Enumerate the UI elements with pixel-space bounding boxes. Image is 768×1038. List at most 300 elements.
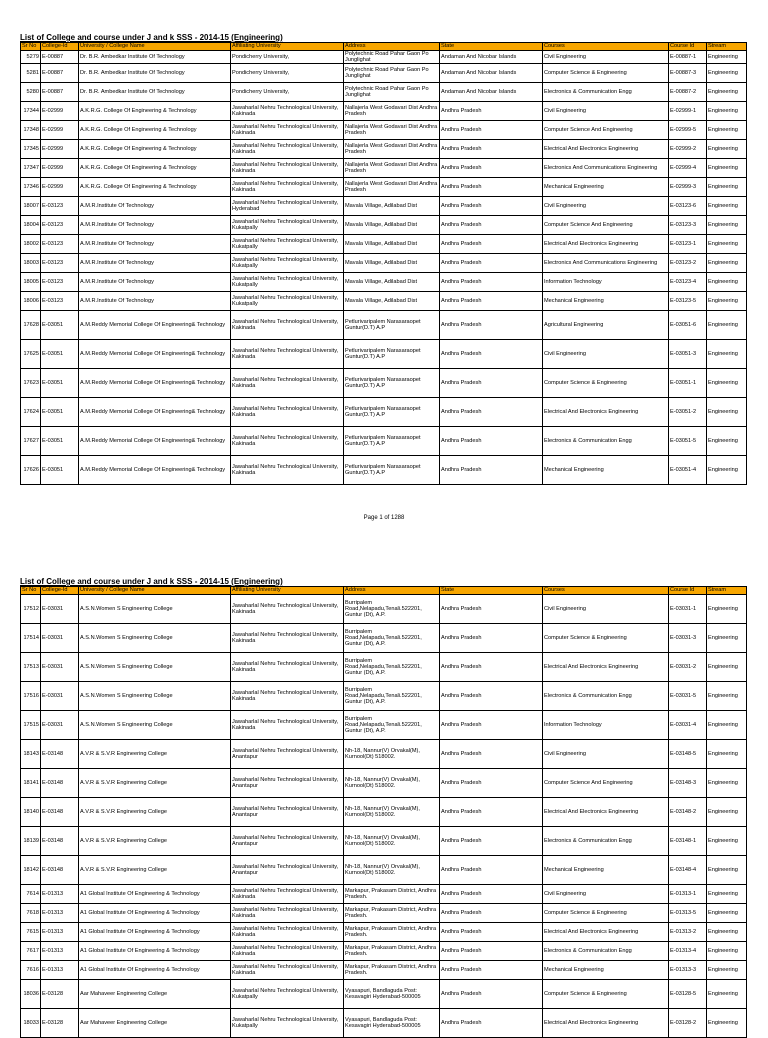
cell-state: Andhra Pradesh	[440, 942, 543, 961]
table-row	[21, 140, 747, 159]
cell-affiliating-university: Jawaharlal Nehru Technological University, Kakinada	[231, 682, 344, 711]
cell-course-id: E-00887-3	[669, 64, 707, 83]
cell-sr-no: 17625	[21, 340, 41, 369]
cell-state: Andhra Pradesh	[440, 595, 543, 624]
cell-course-id: E-02999-2	[669, 140, 707, 159]
cell-college-id: E-03031	[41, 595, 79, 624]
cell-course: Electrical And Electronics Engineering	[543, 653, 669, 682]
table-row	[21, 923, 747, 942]
page-footer: Page 1 of 1288	[363, 515, 405, 521]
cell-state: Andhra Pradesh	[440, 102, 543, 121]
cell-stream: Engineering	[707, 140, 747, 159]
cell-affiliating-university: Jawaharlal Nehru Technological University, Kakinada	[231, 121, 344, 140]
cell-sr-no: 5281	[21, 64, 41, 83]
cell-course-id: E-03051-2	[669, 398, 707, 427]
cell-course: Information Technology	[543, 711, 669, 740]
cell-affiliating-university: Jawaharlal Nehru Technological University, Kukatpally	[231, 980, 344, 1009]
cell-stream: Engineering	[707, 904, 747, 923]
cell-affiliating-university: Jawaharlal Nehru Technological University, Kukatpally	[231, 1009, 344, 1038]
cell-sr-no: 7618	[21, 904, 41, 923]
cell-sr-no: 7614	[21, 885, 41, 904]
cell-course-id: E-03051-1	[669, 369, 707, 398]
cell-stream: Engineering	[707, 64, 747, 83]
cell-course-id: E-03031-2	[669, 653, 707, 682]
cell-course: Electrical And Electronics Engineering	[543, 140, 669, 159]
cell-state: Andhra Pradesh	[440, 340, 543, 369]
cell-sr-no: 17512	[21, 595, 41, 624]
cell-address: Burripalem Road,Nelapadu,Tenali.522201, Guntur (Dt), A.P.	[344, 624, 440, 653]
cell-course: Electrical And Electronics Engineering	[543, 235, 669, 254]
cell-college-name: A.M.Reddy Memorial College Of Engineering& Technology	[79, 311, 231, 340]
table-row	[21, 798, 747, 827]
cell-college-id: E-03031	[41, 711, 79, 740]
cell-course-id: E-02999-3	[669, 178, 707, 197]
cell-course: Civil Engineering	[543, 595, 669, 624]
cell-stream: Engineering	[707, 292, 747, 311]
cell-address: Burripalem Road,Nelapadu,Tenali.522201, Guntur (Dt), A.P.	[344, 653, 440, 682]
table-row	[21, 904, 747, 923]
cell-course-id: E-01313-5	[669, 904, 707, 923]
college-table	[20, 42, 747, 485]
cell-stream: Engineering	[707, 51, 747, 64]
cell-college-id: E-03031	[41, 653, 79, 682]
table-row	[21, 427, 747, 456]
cell-sr-no: 18139	[21, 827, 41, 856]
cell-sr-no: 18004	[21, 216, 41, 235]
cell-course: Electrical And Electronics Engineering	[543, 923, 669, 942]
header-college-id: College-Id	[41, 43, 79, 51]
cell-college-name: A.M.R.Institute Of Technology	[79, 197, 231, 216]
header-row	[21, 587, 747, 595]
cell-sr-no: 18036	[21, 980, 41, 1009]
header-stream: Stream	[707, 43, 747, 51]
cell-sr-no: 17628	[21, 311, 41, 340]
cell-address: Markapur, Prakasam District, Andhra Pradesh.	[344, 923, 440, 942]
table-row	[21, 682, 747, 711]
cell-address: Polytechnic Road Pahar Gaon Po Junglighat	[344, 51, 440, 64]
cell-address: Petlurivaripalem Narasaraopet Guntur(D.T) A.P	[344, 398, 440, 427]
cell-college-id: E-03123	[41, 254, 79, 273]
cell-college-id: E-02999	[41, 102, 79, 121]
cell-state: Andhra Pradesh	[440, 121, 543, 140]
table-row	[21, 398, 747, 427]
table-row	[21, 254, 747, 273]
cell-sr-no: 17515	[21, 711, 41, 740]
cell-stream: Engineering	[707, 456, 747, 485]
table-body	[21, 51, 747, 485]
header-college-name: University / College Name	[79, 43, 231, 51]
table-row	[21, 827, 747, 856]
cell-affiliating-university: Jawaharlal Nehru Technological University, Anantapur	[231, 856, 344, 885]
cell-affiliating-university: Jawaharlal Nehru Technological University, Kakinada	[231, 178, 344, 197]
cell-college-id: E-03051	[41, 427, 79, 456]
cell-course-id: E-03123-3	[669, 216, 707, 235]
cell-address: Mavala Village, Adilabad Dist	[344, 254, 440, 273]
cell-sr-no: 17513	[21, 653, 41, 682]
cell-address: Nallajerla West Godavari Dist Andhra Pradesh	[344, 121, 440, 140]
cell-affiliating-university: Jawaharlal Nehru Technological University, Kakinada	[231, 904, 344, 923]
cell-college-id: E-01313	[41, 942, 79, 961]
table-row	[21, 178, 747, 197]
cell-state: Andhra Pradesh	[440, 682, 543, 711]
table-row	[21, 456, 747, 485]
cell-course-id: E-03123-5	[669, 292, 707, 311]
cell-affiliating-university: Jawaharlal Nehru Technological University, Kakinada	[231, 140, 344, 159]
table-row	[21, 885, 747, 904]
cell-sr-no: 17347	[21, 159, 41, 178]
table-row	[21, 292, 747, 311]
cell-course-id: E-03148-4	[669, 856, 707, 885]
cell-course-id: E-03128-2	[669, 1009, 707, 1038]
cell-sr-no: 18006	[21, 292, 41, 311]
cell-affiliating-university: Jawaharlal Nehru Technological University, Kakinada	[231, 923, 344, 942]
cell-stream: Engineering	[707, 159, 747, 178]
cell-sr-no: 18141	[21, 769, 41, 798]
header-college-id: College-Id	[41, 587, 79, 595]
cell-course: Mechanical Engineering	[543, 961, 669, 980]
cell-college-id: E-03031	[41, 624, 79, 653]
cell-course: Mechanical Engineering	[543, 856, 669, 885]
cell-course: Electronics & Communication Engg	[543, 427, 669, 456]
cell-sr-no: 18140	[21, 798, 41, 827]
cell-college-name: Dr. B.R. Ambedkar Institute Of Technology	[79, 51, 231, 64]
cell-college-id: E-03148	[41, 827, 79, 856]
cell-stream: Engineering	[707, 885, 747, 904]
cell-college-name: Aar Mahaveer Engineering College	[79, 980, 231, 1009]
cell-college-id: E-03123	[41, 216, 79, 235]
header-address: Address	[344, 587, 440, 595]
table-row	[21, 740, 747, 769]
header-affiliating-university: Affiliating University	[231, 587, 344, 595]
table-row	[21, 235, 747, 254]
college-table	[20, 586, 747, 1038]
table-row	[21, 711, 747, 740]
cell-state: Andhra Pradesh	[440, 961, 543, 980]
cell-affiliating-university: Jawaharlal Nehru Technological University, Anantapur	[231, 798, 344, 827]
cell-stream: Engineering	[707, 121, 747, 140]
cell-affiliating-university: Jawaharlal Nehru Technological University, Kukatpally	[231, 292, 344, 311]
cell-affiliating-university: Jawaharlal Nehru Technological University, Anantapur	[231, 827, 344, 856]
cell-stream: Engineering	[707, 273, 747, 292]
cell-address: Petlurivaripalem Narasaraopet Guntur(D.T) A.P	[344, 369, 440, 398]
table-row	[21, 159, 747, 178]
cell-state: Andhra Pradesh	[440, 827, 543, 856]
cell-stream: Engineering	[707, 369, 747, 398]
cell-college-id: E-03123	[41, 235, 79, 254]
cell-sr-no: 7615	[21, 923, 41, 942]
cell-sr-no: 17346	[21, 178, 41, 197]
header-state: State	[440, 43, 543, 51]
cell-state: Andaman And Nicobar Islands	[440, 83, 543, 102]
cell-college-id: E-03051	[41, 369, 79, 398]
cell-state: Andhra Pradesh	[440, 624, 543, 653]
cell-course: Civil Engineering	[543, 885, 669, 904]
cell-course-id: E-03031-1	[669, 595, 707, 624]
cell-course: Information Technology	[543, 273, 669, 292]
cell-address: Burripalem Road,Nelapadu,Tenali.522201, Guntur (Dt), A.P.	[344, 682, 440, 711]
cell-address: Burripalem Road,Nelapadu,Tenali.522201, Guntur (Dt), A.P.	[344, 711, 440, 740]
cell-college-id: E-00887	[41, 64, 79, 83]
cell-course-id: E-00887-2	[669, 83, 707, 102]
cell-course-id: E-03051-4	[669, 456, 707, 485]
cell-course-id: E-03148-2	[669, 798, 707, 827]
cell-course: Electronics & Communication Engg	[543, 83, 669, 102]
cell-course: Mechanical Engineering	[543, 178, 669, 197]
cell-sr-no: 18033	[21, 1009, 41, 1038]
table-row	[21, 653, 747, 682]
cell-affiliating-university: Jawaharlal Nehru Technological University, Kukatpally	[231, 273, 344, 292]
cell-address: Vyasapuri, Bandlaguda Post: Kesavagiri Hyderabad-500005	[344, 980, 440, 1009]
cell-affiliating-university: Jawaharlal Nehru Technological University, Kakinada	[231, 942, 344, 961]
table-row	[21, 102, 747, 121]
cell-college-id: E-03051	[41, 398, 79, 427]
header-sr-no: Sr No	[21, 587, 41, 595]
cell-sr-no: 5280	[21, 83, 41, 102]
cell-state: Andhra Pradesh	[440, 235, 543, 254]
cell-college-id: E-03148	[41, 740, 79, 769]
cell-affiliating-university: Jawaharlal Nehru Technological University, Kakinada	[231, 595, 344, 624]
cell-affiliating-university: Jawaharlal Nehru Technological University, Kukatpally	[231, 235, 344, 254]
cell-college-name: A.M.Reddy Memorial College Of Engineering& Technology	[79, 398, 231, 427]
cell-state: Andhra Pradesh	[440, 740, 543, 769]
cell-college-id: E-01313	[41, 885, 79, 904]
cell-address: Polytechnic Road Pahar Gaon Po Junglighat	[344, 64, 440, 83]
cell-course: Civil Engineering	[543, 51, 669, 64]
cell-state: Andhra Pradesh	[440, 885, 543, 904]
cell-course-id: E-00887-1	[669, 51, 707, 64]
cell-college-id: E-01313	[41, 961, 79, 980]
cell-address: Mavala Village, Adilabad Dist	[344, 197, 440, 216]
cell-affiliating-university: Jawaharlal Nehru Technological University, Kakinada	[231, 369, 344, 398]
cell-sr-no: 17344	[21, 102, 41, 121]
header-stream: Stream	[707, 587, 747, 595]
cell-college-id: E-01313	[41, 904, 79, 923]
cell-college-name: A.K.R.G. College Of Engineering & Technology	[79, 178, 231, 197]
cell-sr-no: 18007	[21, 197, 41, 216]
cell-course: Civil Engineering	[543, 102, 669, 121]
cell-college-id: E-03123	[41, 197, 79, 216]
cell-stream: Engineering	[707, 235, 747, 254]
cell-college-name: A.S.N.Women S Engineering College	[79, 682, 231, 711]
cell-college-name: A1 Global Institute Of Engineering & Technology	[79, 942, 231, 961]
cell-state: Andaman And Nicobar Islands	[440, 51, 543, 64]
cell-state: Andhra Pradesh	[440, 980, 543, 1009]
cell-state: Andhra Pradesh	[440, 456, 543, 485]
cell-affiliating-university: Jawaharlal Nehru Technological University, Anantapur	[231, 740, 344, 769]
cell-stream: Engineering	[707, 427, 747, 456]
cell-college-id: E-03031	[41, 682, 79, 711]
cell-course-id: E-03123-1	[669, 235, 707, 254]
table-row	[21, 856, 747, 885]
table-row	[21, 51, 747, 64]
cell-sr-no: 17348	[21, 121, 41, 140]
header-course: Courses	[543, 43, 669, 51]
cell-college-name: A.K.R.G. College Of Engineering & Technology	[79, 102, 231, 121]
cell-course-id: E-02999-4	[669, 159, 707, 178]
cell-state: Andhra Pradesh	[440, 369, 543, 398]
cell-stream: Engineering	[707, 197, 747, 216]
header-course: Courses	[543, 587, 669, 595]
cell-sr-no: 18143	[21, 740, 41, 769]
cell-stream: Engineering	[707, 740, 747, 769]
cell-affiliating-university: Jawaharlal Nehru Technological University, Anantapur	[231, 769, 344, 798]
table-row	[21, 64, 747, 83]
cell-college-id: E-02999	[41, 121, 79, 140]
cell-stream: Engineering	[707, 102, 747, 121]
cell-stream: Engineering	[707, 254, 747, 273]
cell-course-id: E-03031-5	[669, 682, 707, 711]
cell-sr-no: 18002	[21, 235, 41, 254]
table-row	[21, 624, 747, 653]
cell-college-name: A.M.R.Institute Of Technology	[79, 235, 231, 254]
cell-state: Andaman And Nicobar Islands	[440, 64, 543, 83]
cell-college-name: A.V.R & S.V.R Engineering College	[79, 798, 231, 827]
cell-course-id: E-03123-4	[669, 273, 707, 292]
cell-state: Andhra Pradesh	[440, 1009, 543, 1038]
cell-sr-no: 7617	[21, 942, 41, 961]
cell-college-name: A.K.R.G. College Of Engineering & Technology	[79, 140, 231, 159]
cell-state: Andhra Pradesh	[440, 197, 543, 216]
cell-course-id: E-03148-5	[669, 740, 707, 769]
cell-sr-no: 17516	[21, 682, 41, 711]
cell-address: Polytechnic Road Pahar Gaon Po Junglighat	[344, 83, 440, 102]
cell-college-name: A.M.R.Institute Of Technology	[79, 292, 231, 311]
cell-address: Nh-18, Nannur(V) Orvakal(M), Kurnool(Dt) 518002.	[344, 769, 440, 798]
cell-affiliating-university: Jawaharlal Nehru Technological University, Kukatpally	[231, 254, 344, 273]
cell-course-id: E-03031-3	[669, 624, 707, 653]
cell-address: Petlurivaripalem Narasaraopet Guntur(D.T) A.P	[344, 311, 440, 340]
cell-course-id: E-03051-6	[669, 311, 707, 340]
cell-course: Electrical And Electronics Engineering	[543, 798, 669, 827]
table-row	[21, 980, 747, 1009]
cell-course-id: E-03148-1	[669, 827, 707, 856]
header-address: Address	[344, 43, 440, 51]
cell-course-id: E-03051-3	[669, 340, 707, 369]
cell-sr-no: 17345	[21, 140, 41, 159]
cell-sr-no: 17627	[21, 427, 41, 456]
page-title: List of College and course under J and k SSS - 2014-15 (Engineering)	[20, 33, 283, 42]
cell-course: Computer Science & Engineering	[543, 369, 669, 398]
cell-stream: Engineering	[707, 340, 747, 369]
cell-affiliating-university: Pondicherry University,	[231, 51, 344, 64]
cell-affiliating-university: Jawaharlal Nehru Technological University, Kakinada	[231, 961, 344, 980]
cell-course: Civil Engineering	[543, 197, 669, 216]
cell-address: Mavala Village, Adilabad Dist	[344, 235, 440, 254]
cell-college-name: A.M.Reddy Memorial College Of Engineering& Technology	[79, 369, 231, 398]
cell-state: Andhra Pradesh	[440, 769, 543, 798]
cell-course-id: E-02999-5	[669, 121, 707, 140]
cell-address: Nh-18, Nannur(V) Orvakal(M), Kurnool(Dt) 518002.	[344, 740, 440, 769]
cell-address: Mavala Village, Adilabad Dist	[344, 216, 440, 235]
cell-address: Petlurivaripalem Narasaraopet Guntur(D.T) A.P	[344, 340, 440, 369]
cell-stream: Engineering	[707, 711, 747, 740]
cell-course: Electronics & Communication Engg	[543, 682, 669, 711]
table-row	[21, 273, 747, 292]
cell-sr-no: 17514	[21, 624, 41, 653]
cell-course-id: E-03031-4	[669, 711, 707, 740]
cell-sr-no: 18003	[21, 254, 41, 273]
cell-state: Andhra Pradesh	[440, 273, 543, 292]
table-row	[21, 340, 747, 369]
header-sr-no: Sr No	[21, 43, 41, 51]
header-affiliating-university: Affiliating University	[231, 43, 344, 51]
cell-course-id: E-03123-6	[669, 197, 707, 216]
cell-affiliating-university: Jawaharlal Nehru Technological University, Kakinada	[231, 398, 344, 427]
cell-affiliating-university: Jawaharlal Nehru Technological University, Kakinada	[231, 102, 344, 121]
cell-college-name: A.V.R & S.V.R Engineering College	[79, 769, 231, 798]
cell-college-name: Dr. B.R. Ambedkar Institute Of Technology	[79, 83, 231, 102]
cell-college-name: A.M.R.Institute Of Technology	[79, 254, 231, 273]
cell-college-name: Aar Mahaveer Engineering College	[79, 1009, 231, 1038]
cell-college-name: A.S.N.Women S Engineering College	[79, 711, 231, 740]
cell-address: Nallajerla West Godavari Dist Andhra Pradesh	[344, 178, 440, 197]
cell-college-name: A1 Global Institute Of Engineering & Technology	[79, 885, 231, 904]
cell-stream: Engineering	[707, 398, 747, 427]
cell-course: Computer Science & Engineering	[543, 624, 669, 653]
table-row	[21, 83, 747, 102]
cell-affiliating-university: Pondicherry University,	[231, 83, 344, 102]
cell-course: Computer Science & Engineering	[543, 980, 669, 1009]
cell-address: Markapur, Prakasam District, Andhra Pradesh.	[344, 942, 440, 961]
cell-address: Nallajerla West Godavari Dist Andhra Pradesh	[344, 102, 440, 121]
cell-affiliating-university: Jawaharlal Nehru Technological University, Hyderabad	[231, 197, 344, 216]
cell-affiliating-university: Jawaharlal Nehru Technological University, Kakinada	[231, 340, 344, 369]
cell-sr-no: 18142	[21, 856, 41, 885]
cell-state: Andhra Pradesh	[440, 904, 543, 923]
table-row	[21, 1009, 747, 1038]
table-row	[21, 961, 747, 980]
cell-college-id: E-03123	[41, 273, 79, 292]
cell-affiliating-university: Jawaharlal Nehru Technological University, Kakinada	[231, 711, 344, 740]
cell-course-id: E-01313-4	[669, 942, 707, 961]
cell-sr-no: 17626	[21, 456, 41, 485]
cell-course-id: E-03128-5	[669, 980, 707, 1009]
cell-college-id: E-03128	[41, 1009, 79, 1038]
cell-college-id: E-00887	[41, 83, 79, 102]
cell-affiliating-university: Jawaharlal Nehru Technological University, Kukatpally	[231, 216, 344, 235]
table-row	[21, 216, 747, 235]
cell-affiliating-university: Pondicherry University,	[231, 64, 344, 83]
cell-stream: Engineering	[707, 682, 747, 711]
cell-college-id: E-02999	[41, 178, 79, 197]
cell-college-name: A.V.R & S.V.R Engineering College	[79, 827, 231, 856]
cell-address: Nh-18, Nannur(V) Orvakal(M), Kurnool(Dt) 518002.	[344, 798, 440, 827]
cell-stream: Engineering	[707, 798, 747, 827]
cell-sr-no: 17623	[21, 369, 41, 398]
cell-college-name: A.M.R.Institute Of Technology	[79, 216, 231, 235]
table-row	[21, 121, 747, 140]
cell-stream: Engineering	[707, 624, 747, 653]
cell-sr-no: 18005	[21, 273, 41, 292]
cell-state: Andhra Pradesh	[440, 398, 543, 427]
cell-affiliating-university: Jawaharlal Nehru Technological University, Kakinada	[231, 885, 344, 904]
header-row	[21, 43, 747, 51]
cell-affiliating-university: Jawaharlal Nehru Technological University, Kakinada	[231, 427, 344, 456]
cell-course: Computer Science And Engineering	[543, 216, 669, 235]
cell-state: Andhra Pradesh	[440, 711, 543, 740]
cell-college-id: E-01313	[41, 923, 79, 942]
cell-college-id: E-03128	[41, 980, 79, 1009]
cell-college-name: A.M.Reddy Memorial College Of Engineering& Technology	[79, 340, 231, 369]
cell-state: Andhra Pradesh	[440, 178, 543, 197]
cell-college-id: E-02999	[41, 159, 79, 178]
cell-address: Nh-18, Nannur(V) Orvakal(M), Kurnool(Dt) 518002.	[344, 856, 440, 885]
cell-college-id: E-03123	[41, 292, 79, 311]
cell-college-name: A1 Global Institute Of Engineering & Technology	[79, 961, 231, 980]
cell-course: Computer Science And Engineering	[543, 121, 669, 140]
cell-state: Andhra Pradesh	[440, 427, 543, 456]
cell-stream: Engineering	[707, 827, 747, 856]
